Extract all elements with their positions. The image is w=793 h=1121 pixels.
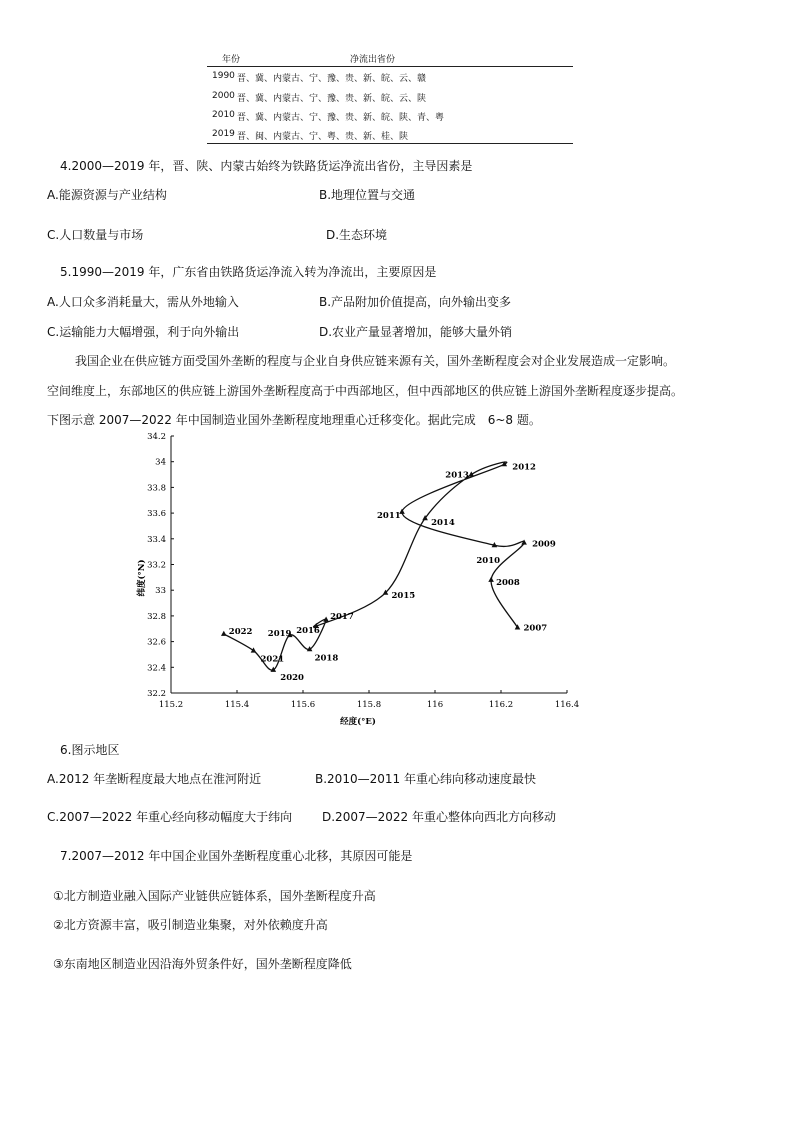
centroid-migration-chart — [130, 428, 580, 728]
question-4-option-a: A.能源资源与产业结构 — [47, 188, 167, 202]
y-tick-label: 33.8 — [147, 483, 166, 494]
table-row-provinces: 晋、冀、内蒙古、宁、豫、贵、新、皖、陕、青、粤 — [237, 113, 445, 123]
data-point-label: 2020 — [280, 672, 304, 683]
question-6-option-d: D.2007—2022 年重心整体向西北方向移动 — [322, 810, 556, 824]
y-tick-label: 32.4 — [147, 663, 166, 674]
y-tick-label: 33 — [155, 586, 166, 597]
table-row-provinces: 晋、冀、内蒙古、宁、豫、贵、新、皖、云、赣 — [237, 74, 427, 84]
table-row-provinces: 晋、闽、内蒙古、宁、粤、贵、新、桂、陕 — [237, 132, 409, 142]
data-point-label: 2019 — [267, 629, 292, 640]
question-6-option-c: C.2007—2022 年重心经向移动幅度大于纬向 — [47, 810, 293, 824]
table-header-rule — [207, 66, 573, 67]
data-point-label: 2015 — [391, 590, 416, 601]
data-point-label: 2013 — [445, 470, 469, 481]
data-point-label: 2008 — [496, 577, 520, 588]
y-tick-label: 32.6 — [147, 637, 166, 648]
question-4-option-b: B.地理位置与交通 — [319, 188, 416, 202]
x-tick-label: 115.6 — [290, 700, 316, 710]
y-tick-label: 34 — [155, 457, 166, 468]
data-point-label: 2009 — [532, 539, 556, 550]
x-tick-label: 115.2 — [158, 700, 184, 710]
question-7-stem: 7.2007—2012 年中国企业国外垄断程度重心北移，其原因可能是 — [60, 849, 413, 863]
table-row-year: 2010 — [212, 110, 235, 120]
x-tick-label: 115.4 — [224, 700, 250, 710]
y-tick-label: 32.8 — [147, 611, 166, 622]
data-point-label: 2012 — [512, 462, 536, 473]
question-4-option-c: C.人口数量与市场 — [47, 228, 144, 242]
table-row-year: 2000 — [212, 91, 235, 101]
question-5-option-d: D.农业产量显著增加，能够大量外销 — [319, 325, 513, 339]
intro-line-3: 下图示意 2007—2022 年中国制造业国外垄断程度地理重心迁移变化。据此完成 6~8 题。 — [47, 413, 541, 427]
question-6-stem: 6.图示地区 — [60, 743, 120, 757]
data-point-label: 2016 — [296, 626, 320, 637]
question-5-option-c: C.运输能力大幅增强，利于向外输出 — [47, 325, 240, 339]
table-bottom-rule — [207, 143, 573, 144]
table-row-year: 1990 — [212, 71, 235, 81]
question-5-stem: 5.1990—2019 年，广东省由铁路货运净流入转为净流出，主要原因是 — [60, 265, 437, 279]
data-point-label: 2014 — [431, 518, 455, 529]
question-4-stem: 4.2000—2019 年，晋、陕、内蒙古始终为铁路货运净流出省份，主导因素是 — [60, 159, 473, 173]
y-tick-label: 33.2 — [147, 560, 166, 571]
table-header-year: 年份 — [222, 55, 241, 65]
y-tick-label: 34.2 — [147, 432, 166, 442]
x-tick-label: 116.4 — [554, 700, 580, 710]
y-axis-label: 纬度(°N) — [137, 559, 147, 597]
data-point-label: 2021 — [260, 654, 285, 665]
y-tick-label: 32.2 — [147, 689, 166, 699]
question-5-option-b: B.产品附加价值提高，向外输出变多 — [319, 295, 512, 309]
data-point-label: 2011 — [377, 510, 401, 521]
question-6-option-a: A.2012 年垄断程度最大地点在淮河附近 — [47, 772, 262, 786]
y-tick-label: 33.4 — [147, 534, 166, 545]
question-4-option-d: D.生态环境 — [326, 228, 388, 242]
x-axis-label: 经度(°E) — [340, 717, 376, 727]
x-tick-label: 116.2 — [488, 700, 514, 710]
intro-line-1: 我国企业在供应链方面受国外垄断的程度与企业自身供应链来源有关，国外垄断程度会对企业发展造成一定影响。 — [75, 354, 676, 368]
data-point-label: 2010 — [476, 556, 501, 567]
question-7-item-1: ①北方制造业融入国际产业链供应链体系，国外垄断程度升高 — [53, 889, 376, 903]
data-point-label: 2007 — [523, 623, 548, 634]
y-tick-label: 33.6 — [147, 509, 166, 520]
table-row-year: 2019 — [212, 129, 235, 139]
question-6-option-b: B.2010—2011 年重心纬向移动速度最快 — [315, 772, 536, 786]
data-point-marker — [221, 631, 227, 636]
question-5-option-a: A.人口众多消耗量大，需从外地输入 — [47, 295, 239, 309]
table-row-provinces: 晋、冀、内蒙古、宁、豫、贵、新、皖、云、陕 — [237, 94, 427, 104]
data-point-label: 2022 — [228, 626, 253, 637]
data-point-marker — [488, 577, 494, 582]
data-point-label: 2017 — [330, 611, 354, 622]
question-7-item-3: ③东南地区制造业因沿海外贸条件好，国外垄断程度降低 — [53, 957, 352, 971]
question-7-item-2: ②北方资源丰富，吸引制造业集聚，对外依赖度升高 — [53, 918, 328, 932]
x-tick-label: 116 — [426, 700, 444, 710]
intro-line-2: 空间维度上，东部地区的供应链上游国外垄断程度高于中西部地区，但中西部地区的供应链上游国外垄断程度逐步提高。 — [47, 384, 684, 398]
table-header-provinces: 净流出省份 — [350, 55, 396, 65]
x-tick-label: 115.8 — [356, 700, 382, 710]
data-point-label: 2018 — [314, 653, 339, 664]
